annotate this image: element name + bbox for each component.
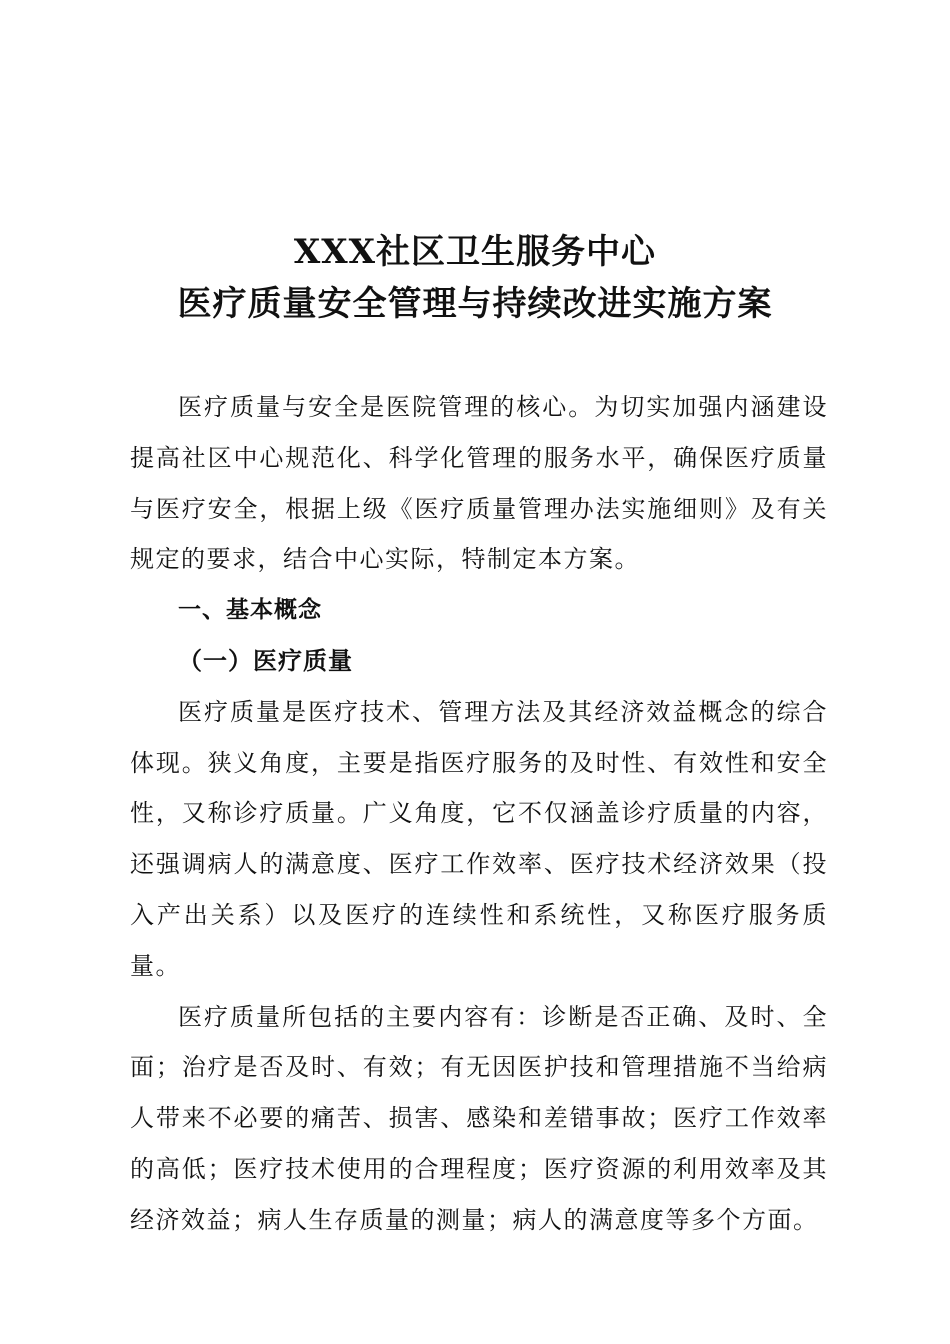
title-line-1: XXX社区卫生服务中心 <box>293 232 657 272</box>
title-line-2: 医疗质量安全管理与持续改进实施方案 <box>177 284 773 324</box>
intro-paragraph: 医疗质量与安全是医院管理的核心。为切实加强内涵建设提高社区中心规范化、科学化管理的服务水平，确保医疗质量与医疗安全，根据上级《医疗质量管理办法实施细则》及有关规定的要求，结合中心实际，特制定本方案。 <box>130 393 828 574</box>
subsection-heading-medical-quality: （一）医疗质量 <box>178 645 353 675</box>
body-paragraph-2: 医疗质量所包括的主要内容有：诊断是否正确、及时、全面；治疗是否及时、有效；有无因医护技和管理措施不当给病人带来不必要的痛苦、损害、感染和差错事故；医疗工作效率的高低；医疗技术使用的合理程度；医疗资源的利用效率及其经济效益；病人生存质量的测量；病人的满意度等多个方面。 <box>130 1002 828 1234</box>
body-paragraph-1: 医疗质量是医疗技术、管理方法及其经济效益概念的综合体现。狭义角度，主要是指医疗服务的及时性、有效性和安全性，又称诊疗质量。广义角度，它不仅涵盖诊疗质量的内容，还强调病人的满意度、医疗工作效率、医疗技术经济效果（投入产出关系）以及医疗的连续性和系统性，又称医疗服务质量。 <box>130 697 828 980</box>
section-heading-basic-concepts: 一、基本概念 <box>178 597 322 624</box>
document-title <box>0 226 950 330</box>
document-body <box>130 382 828 1246</box>
